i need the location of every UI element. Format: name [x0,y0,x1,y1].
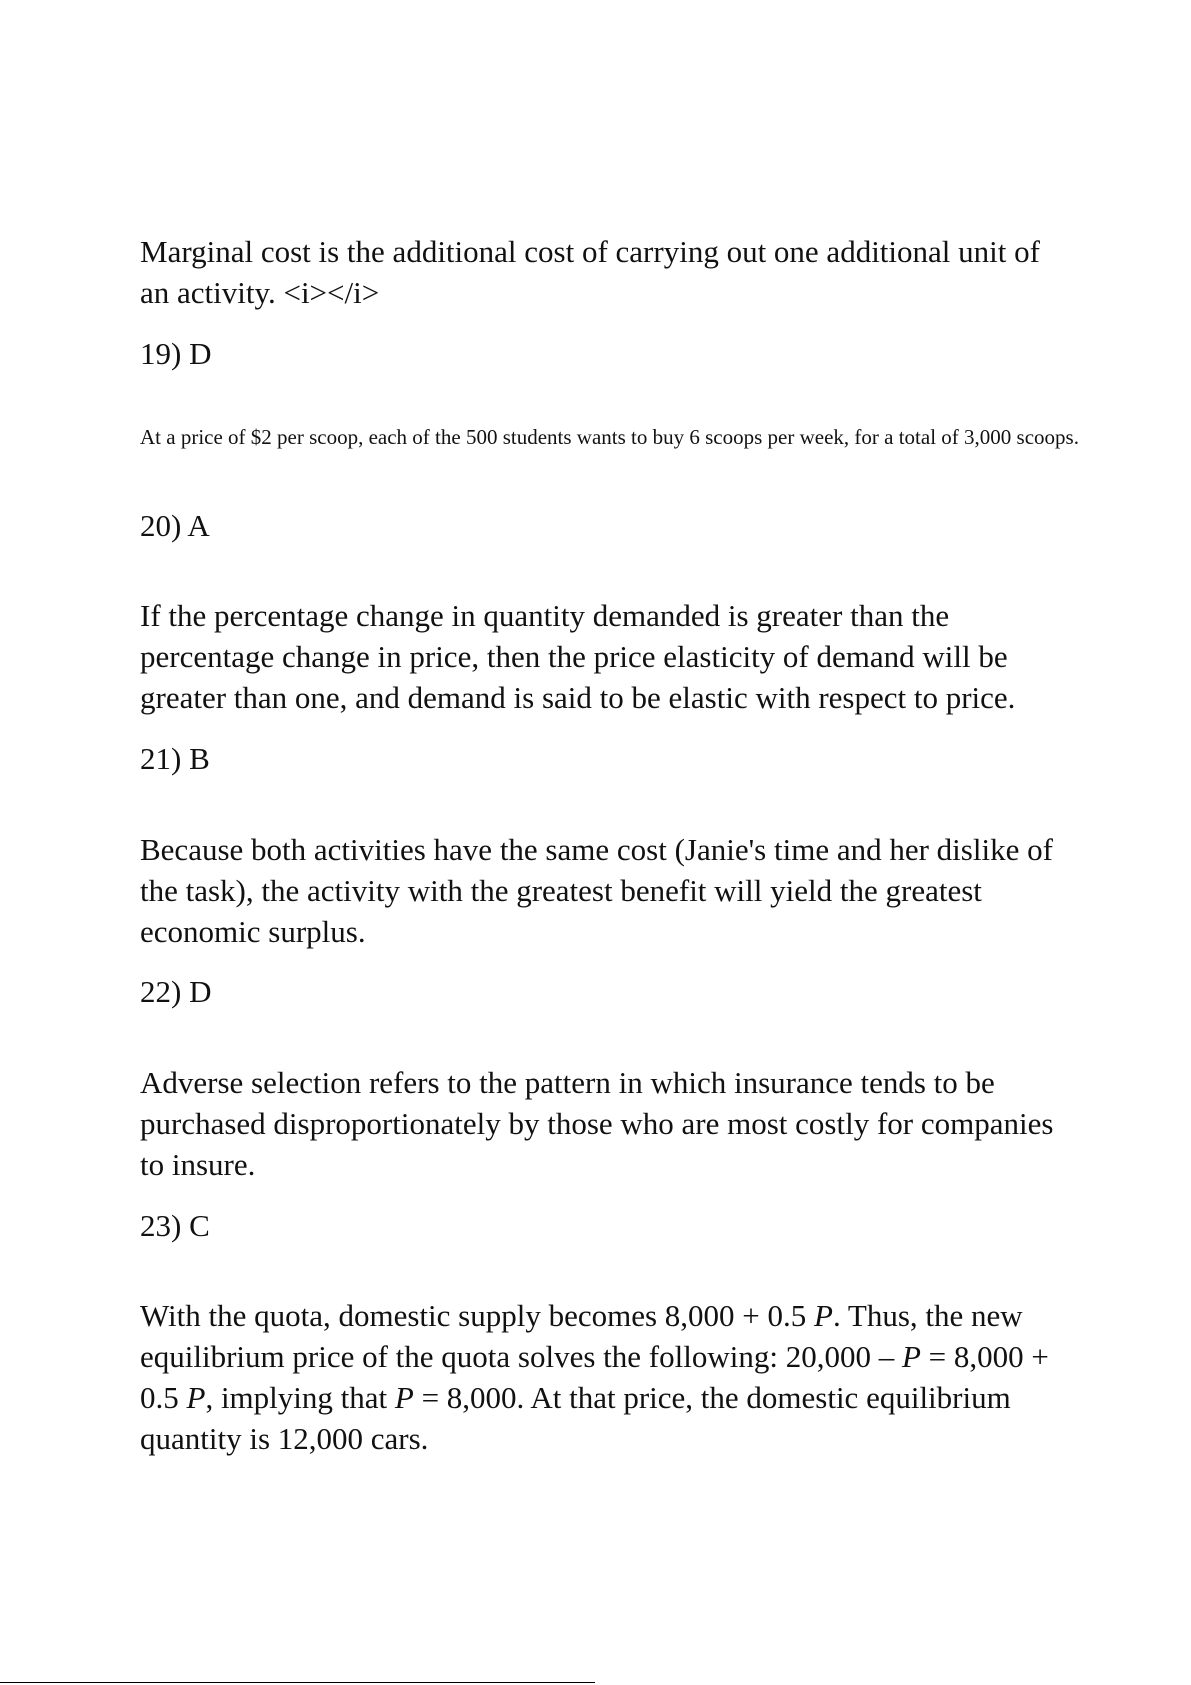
variable-p: P [814,1298,833,1333]
variable-p: P [186,1380,206,1415]
variable-p: P [394,1380,414,1415]
explanation-23-text: With the quota, domestic supply becomes 8,000 + 0.5 [140,1298,815,1333]
answer-22: 22) D [140,974,212,1009]
explanation-23 [140,1295,1060,1459]
explanation-22: Adverse selection refers to the pattern in which insurance tends to be purchased disproportionately by those who are most costly for companies to insure. [140,1065,1054,1182]
explanation-23-text: . Thus, the new equilibrium price of the quota solves the following: 20,000 – [140,1298,1023,1374]
explanation-23-text: = 8,000 + 0.5 [140,1339,1049,1415]
answer-20: 20) A [140,508,210,543]
explanation-23-text: = 8,000. At that price, the domestic equilibrium quantity is 12,000 cars. [140,1380,1011,1456]
answer-21: 21) B [140,741,210,776]
explanation-19: At a price of $2 per scoop, each of the 500 students wants to buy 6 scoops per week, for a total of 3,000 scoops. [140,425,1079,449]
explanation-20: If the percentage change in quantity demanded is greater than the percentage change in price, then the price elasticity of demand will be greater than one, and demand is said to be elastic with respect to price. [140,598,1016,715]
footer-rule [0,1682,595,1683]
answer-19: 19) D [140,336,212,371]
explanation-18: Marginal cost is the additional cost of carrying out one additional unit of an activity. <i></i> [140,234,1040,310]
explanation-21: Because both activities have the same cost (Janie's time and her dislike of the task), the activity with the greatest benefit will yield the greatest economic surplus. [140,832,1053,949]
explanation-23-text: , implying that [205,1380,395,1415]
variable-p: P [901,1339,921,1374]
answer-23: 23) C [140,1208,210,1243]
